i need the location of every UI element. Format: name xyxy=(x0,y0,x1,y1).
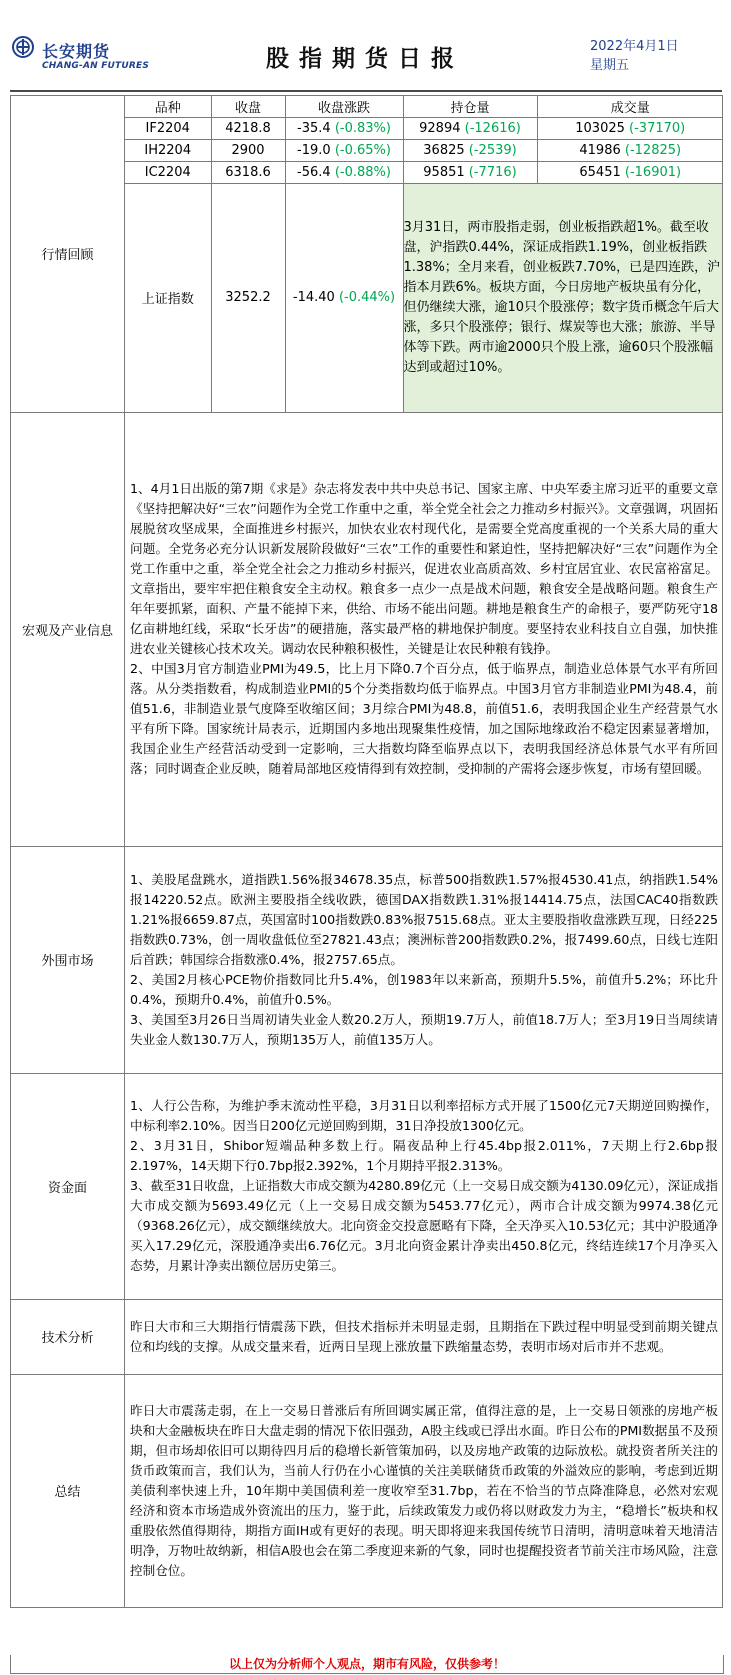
close-change: -35.4 (-0.83%) xyxy=(285,118,403,140)
logo-name-cn: 长安期货 xyxy=(42,42,111,61)
close-change: -19.0 (-0.65%) xyxy=(285,140,403,162)
column-header: 品种 xyxy=(125,96,211,118)
market-table xyxy=(125,96,723,412)
section-label-funds: 资金面 xyxy=(11,1073,125,1299)
external-section xyxy=(11,846,723,1073)
risk-disclaimer: 以上仅为分析师个人观点，期市有风险，仅供参考！ xyxy=(10,1655,724,1674)
report-title: 股指期货日报 xyxy=(266,46,464,72)
index-change: -14.40 (-0.44%) xyxy=(285,184,403,412)
summary-text: 昨日大市震荡走弱，在上一交易日普涨后有所回调实属正常，值得注意的是，上一交易日领涨的房地产板块和大金融板块在昨日大盘走弱的情况下依旧强劲，A股主线或已浮出水面。昨日公布的PMI数据虽不及预期，但市场却依旧可以期待四月后的稳增长新管策加码，以及房地产政策的边际放松。就投资者所关注的货币政策而言，我们认为，当前人行仍在小心谨慎的关注美联储货币政策的外溢效应的影响，考虑到近期美债利率快速上升，10年期中美国债利差一度收窄至31.7bp，若在不恰当的节点降准降息，必然对宏观经济和资本市场造成外资流出的压力，鉴于此，后续政策发力或仍将以财政发力为主，“稳增长”板块和权重股依然值得期待，期指方面IH或有更好的表现。明天即将迎来我国传统节日清明，清明意味着天地清洁明净，万物吐故纳新，相信A股也会在第二季度迎来新的气象，同时也提醒投资者节前关注市场风险，注意控制仓位。 xyxy=(125,1374,723,1607)
funds-text xyxy=(125,1073,723,1299)
external-paragraph: 1、美股尾盘跳水，道指跌1.56%报34678.35点，标普500指数跌1.57%报4530.41点，纳指跌1.54%报14220.52点。欧洲主要股指全线收跌，德国DAX指数跌1.31%报14414.75点，法国CAC40指数跌1.21%报6659.87点，英国富时100指数跌0.83%报7515.68点。亚太主要股指收盘涨跌互现，日经225指数跌0.73%，创一周收盘低位至27821.43点；澳洲标普200指数跌0.2%，报7499.60点，日线七连阳后首跌；韩国综合指数涨0.4%，报2757.65点。 xyxy=(130,871,718,967)
report-date: 2022年4月1日 xyxy=(590,39,679,54)
column-header: 持仓量 xyxy=(403,96,537,118)
table-row xyxy=(125,140,723,162)
open-interest: 36825 (-2539) xyxy=(403,140,537,162)
section-label-technical: 技术分析 xyxy=(11,1299,125,1374)
technical-section xyxy=(11,1299,723,1374)
table-row xyxy=(125,118,723,140)
section-label-market: 行情回顾 xyxy=(11,96,125,413)
external-paragraph: 2、美国2月核心PCE物价指数同比升5.4%，创1983年以来新高，预期升5.5%，前值升5.2%；环比升0.4%，预期升0.4%，前值升0.5%。 xyxy=(130,971,718,1007)
report-weekday: 星期五 xyxy=(590,58,630,73)
column-header: 收盘涨跌 xyxy=(285,96,403,118)
section-label-macro: 宏观及产业信息 xyxy=(11,412,125,846)
chang-an-logo-icon xyxy=(12,36,34,58)
technical-text: 昨日大市和三大期指行情震荡下跌，但技术指标并未明显走弱，且期指在下跌过程中明显受到前期关键点位和均线的支撑。从成交量来看，近两日呈现上涨放量下跌缩量态势，表明市场对后市并不悲观。 xyxy=(125,1299,723,1374)
external-paragraph: 3、美国至3月26日当周初请失业金人数20.2万人，预期19.7万人，前值18.7万人；至3月19日当周续请失业金人数130.7万人，预期135万人，前值135万人。 xyxy=(130,1011,718,1047)
contract-name: IH2204 xyxy=(125,140,211,162)
funds-paragraph: 3、截至31日收盘，上证指数大市成交额为4280.89亿元（上一交易日成交额为4130.09亿元），深证成指大市成交额为5693.49亿元（上一交易日成交额为5453.77亿元），两市合计成交额为9974.38亿元（9368.26亿元），成交额继续放大。北向资金交投意愿略有下降，全天净买入10.53亿元；其中沪股通净买入17.29亿元，深股通净卖出6.76亿元。3月北向资金累计净卖出450.8亿元，终结连续17个月净买入态势，月累计净卖出额位居历史第三。 xyxy=(130,1178,718,1273)
column-header: 成交量 xyxy=(537,96,723,118)
open-interest: 92894 (-12616) xyxy=(403,118,537,140)
table-row xyxy=(125,162,723,184)
market-table-header xyxy=(125,96,723,118)
column-header: 收盘 xyxy=(211,96,285,118)
volume: 41986 (-12825) xyxy=(537,140,723,162)
macro-section xyxy=(11,412,723,846)
macro-text xyxy=(125,412,723,846)
market-review-text: 3月31日，两市股指走弱，创业板指跌超1%。截至收盘，沪指跌0.44%，深证成指跌1.19%，创业板指跌1.38%；全月来看，创业板跌7.70%，已是四连跌，沪指本月跌6%。板块方面，今日房地产板块虽有分化，但仍继续大涨，逾10只个股涨停；数字货币概念午后大涨，多只个股涨停；银行、煤炭等也大涨；旅游、半导体等下跌。两市逾2000只个股上涨，逾60只个股涨幅达到或超过10%。 xyxy=(403,184,723,412)
section-label-summary: 总结 xyxy=(11,1374,125,1607)
report-table xyxy=(10,95,723,1608)
report-header xyxy=(0,0,731,92)
index-close: 3252.2 xyxy=(211,184,285,412)
section-label-external: 外围市场 xyxy=(11,846,125,1073)
external-text xyxy=(125,846,723,1073)
close-change: -56.4 (-0.88%) xyxy=(285,162,403,184)
close-value: 6318.6 xyxy=(211,162,285,184)
funds-section xyxy=(11,1073,723,1299)
funds-paragraph: 1、人行公告称，为维护季末流动性平稳，3月31日以利率招标方式开展了1500亿元7天期逆回购操作，中标利率2.10%。因当日200亿元逆回购到期，31日净投放1300亿元。 xyxy=(130,1098,718,1133)
volume: 103025 (-37170) xyxy=(537,118,723,140)
index-name: 上证指数 xyxy=(125,184,211,412)
macro-paragraph: 2、中国3月官方制造业PMI为49.5，比上月下降0.7个百分点，低于临界点，制造业总体景气水平有所回落。从分类指数看，构成制造业PMI的5个分类指数均低于临界点。中国3月官方非制造业PMI为48.4，前值51.6，非制造业景气度降至收缩区间；3月综合PMI为48.8，前值51.6，表明我国企业生产经营景气水平有所下降。国家统计局表示，近期国内多地出现聚集性疫情，加之国际地缘政治不稳定因素显著增加，我国企业生产经营活动受到一定影响，三大指数均降至临界点以下，表明我国经济总体景气水平有所回落；同时调查企业反映，随着局部地区疫情得到有效控制，受抑制的产需将会逐步恢复，市场有望回暖。 xyxy=(130,661,718,776)
volume: 65451 (-16901) xyxy=(537,162,723,184)
logo-name-en: CHANG-AN FUTURES xyxy=(42,61,150,71)
report-date-block xyxy=(590,37,720,75)
macro-paragraph: 1、4月1日出版的第7期《求是》杂志将发表中共中央总书记、国家主席、中央军委主席习近平的重要文章《坚持把解决好“三农”问题作为全党工作重中之重，举全党全社会之力推动乡村振兴》。文章强调，巩固拓展脱贫攻坚成果，全面推进乡村振兴，加快农业农村现代化，是需要全党高度重视的一个关系大局的重大问题。全党务必充分认识新发展阶段做好“三农”工作的重要性和紧迫性，坚持把解决好“三农”问题作为全党工作重中之重，举全党全社会之力推动乡村振兴，促进农业高质高效、乡村宜居宜业、农民富裕富足。文章指出，要牢牢把住粮食安全主动权。粮食多一点少一点是战术问题，粮食安全是战略问题。粮食生产年年要抓紧，面积、产量不能掉下来，供给、市场不能出问题。耕地是粮食生产的命根子，要严防死守18亿亩耕地红线，采取“长牙齿”的硬措施，落实最严格的耕地保护制度。要坚持农业科技自立自强，加快推进农业关键核心技术攻关。调动农民种粮积极性，关键是让农民种粮有钱挣。 xyxy=(130,481,718,656)
summary-section xyxy=(11,1374,723,1607)
open-interest: 95851 (-7716) xyxy=(403,162,537,184)
market-review-section xyxy=(11,96,723,413)
funds-paragraph: 2、3月31日，Shibor短端品种多数上行。隔夜品种上行45.4bp报2.011%，7天期上行2.6bp报2.197%，14天期下行0.7bp报2.392%，1个月期持平报2.313%。 xyxy=(130,1138,718,1173)
close-value: 4218.8 xyxy=(211,118,285,140)
contract-name: IF2204 xyxy=(125,118,211,140)
close-value: 2900 xyxy=(211,140,285,162)
contract-name: IC2204 xyxy=(125,162,211,184)
header-divider xyxy=(10,90,722,92)
index-row xyxy=(125,184,723,412)
